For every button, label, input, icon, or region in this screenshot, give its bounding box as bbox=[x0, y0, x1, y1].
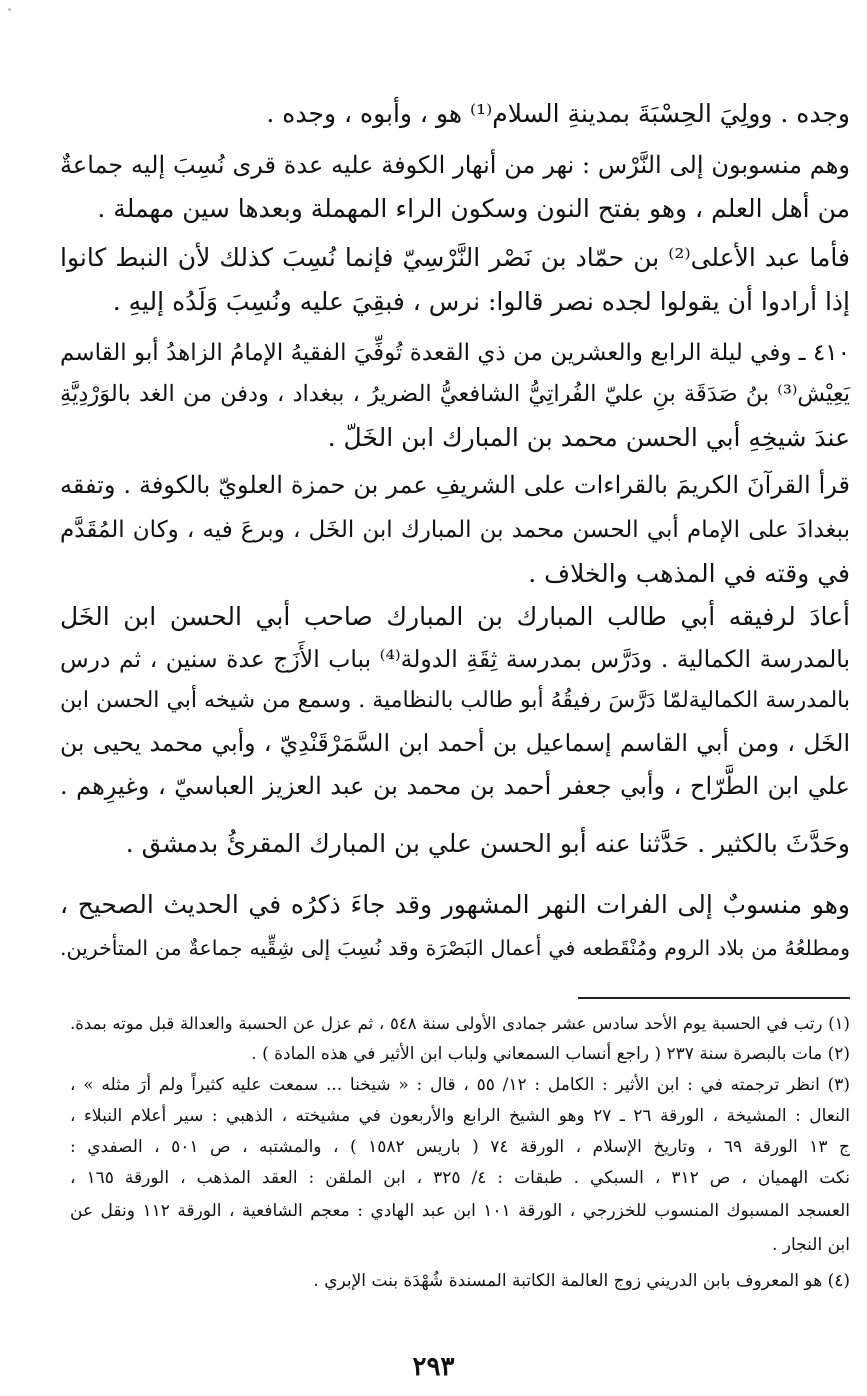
body-line-17: وحَدَّثَ بالكثير . حَدَّثنا عنه أبو الحسن علي بن المبارك المقرئُ بدمشق . bbox=[125, 829, 850, 858]
body-line-6: ٤١٠ ـ وفي ليلة الرابع والعشرين من ذي القعدة تُوفِّيَ الفقيهُ الإمامُ الزاهدُ أبو القاسم bbox=[60, 340, 850, 366]
body-line-12: أعادَ لرفيقه أبي طالب المبارك بن المبارك صاحب أبي الحسن ابن الخَل bbox=[60, 602, 850, 631]
body-line-5: إذا أرادوا أن يقولوا لجده نصر قالوا: نرس ، فبقِيَ عليه ونُسِبَ وَلَدُه إليهِ . bbox=[112, 287, 850, 316]
footnote-line-6: نكت الهميان ، ص ٣١٢ ، السبكي . طبقات : ٤/ ٣٢٥ ، ابن الملقن : العقد المذهب ، الورقة ١٦٥ ، bbox=[70, 1168, 851, 1188]
body-line-3: من أهل العلم ، وهو بفتح النون وسكون الراء المهملة وبعدها سين مهملة . bbox=[97, 194, 850, 223]
footnote-line-8: ابن النجار . bbox=[771, 1235, 850, 1255]
body-line-9: قرأ القرآنَ الكريمَ بالقراءات على الشريفِ عمر بن حمزة العلويّ بالكوفة . وتفقه bbox=[60, 471, 850, 499]
page-number: ٢٩٣ bbox=[412, 1352, 455, 1382]
body-line-15: الخَل ، ومن أبي القاسم إسماعيل بن أحمد ابن السَّمَرْقَنْدِيّ ، وأبي محمد يحيى بن bbox=[60, 729, 850, 757]
body-line-18: وهو منسوبٌ إلى الفرات النهر المشهور وقد جاءَ ذكرُه في الحديث الصحيح ، bbox=[60, 890, 850, 919]
footnote-line-5: ج ١٣ الورقة ٦٩ ، وتاريخ الإسلام ، الورقة ٧٤ ( باريس ١٥٨٢ ) ، والمشتبه ، ص ٥٠١ ، الصفدي : bbox=[70, 1137, 850, 1157]
footnote-line-4: النعال : المشيخة ، الورقة ٢٦ ـ ٢٧ وهو الشيخ الرابع والأربعون في مشيخته ، الذهبي : سير أعلام النبلاء ، bbox=[70, 1106, 851, 1126]
footnote-line-7: العسجد المسبوك المنسوب للخزرجي ، الورقة ١٠١ ابن عبد الهادي : معجم الشافعية ، الورقة ١١٢ ونقل عن bbox=[70, 1201, 850, 1221]
footnote-separator bbox=[578, 997, 850, 999]
body-line-13: بالمدرسة الكمالية . ودَرَّس بمدرسة ثِقَةِ الدولة⁽⁴⁾ بباب الأَزَج عدة سنين ، ثم درس bbox=[60, 645, 851, 673]
body-line-14: بالمدرسة الكماليةلمّا دَرَّسَ رفيقُهُ أبو طالب بالنظامية . وسمع من شيخه أبي الحسن ابن bbox=[60, 688, 850, 713]
footnote-line-2: (٢) مات بالبصرة سنة ٢٣٧ ( راجع أنساب السمعاني ولباب ابن الأثير في هذه المادة ) . bbox=[251, 1044, 850, 1064]
body-line-4: فأما عبد الأعلى⁽²⁾ بن حمّاد بن نَصْر النَّرْسِيّ فإنما نُسِبَ كذلك لأن النبط كانوا bbox=[60, 243, 850, 272]
body-line-16: علي ابن الطَّرّاح ، وأبي جعفر أحمد بن محمد بن عبد العزيز العباسيّ ، وغيرِهم . bbox=[60, 772, 850, 800]
body-line-7: يَعِيْش⁽³⁾ بنُ صَدَقَة بنِ عليّ الفُراتِيُّ الشافعيُّ الضريرُ ، ببغداد ، ودفن من الغد بالوَرْدِيَّةِ bbox=[60, 381, 850, 407]
scan-speck bbox=[8, 8, 11, 11]
footnote-line-1: (١) رتب في الحسبة يوم الأحد سادس عشر جمادى الأولى سنة ٥٤٨ ، ثم عزل عن الحسبة والعدالة قبل موته بمدة. bbox=[70, 1014, 850, 1033]
footnote-line-3: (٣) انظر ترجمته في : ابن الأثير : الكامل : ١٢/ ٥٥ ، قال : « شيخنا ... سمعت عليه كثيراً ولم أرَ مثله » ، bbox=[70, 1075, 850, 1095]
body-line-1: وجده . وولِيَ الحِسْبَةَ بمدينةِ السلام⁽¹⁾ هو ، وأبوه ، وجده . bbox=[266, 99, 850, 128]
body-line-8: عندَ شيخِهِ أبي الحسن محمد بن المبارك ابن الخَلّ . bbox=[327, 423, 850, 452]
body-line-11: في وقته في المذهب والخلاف . bbox=[528, 559, 850, 588]
body-line-2: وهم منسوبون إلى النَّرْس : نهر من أنهار الكوفة عليه عدة قرى نُسِبَ إليه جماعةٌ bbox=[60, 151, 850, 179]
body-line-19: ومطلعُهُ من بلاد الروم ومُنْقَطعه في أعمال البَصْرَة وقد نُسِبَ إلى شِقِّيه جماعةٌ من المتأخرين. bbox=[60, 936, 850, 960]
body-line-10: ببغدادَ على الإمام أبي الحسن محمد بن المبارك ابن الخَل ، وبرعَ فيه ، وكان المُقَدَّم bbox=[60, 517, 850, 543]
footnote-line-9: (٤) هو المعروف بابن الدريني زوج العالمة الكاتبة المسندة شُهْدَة بنت الإبري . bbox=[313, 1271, 850, 1291]
